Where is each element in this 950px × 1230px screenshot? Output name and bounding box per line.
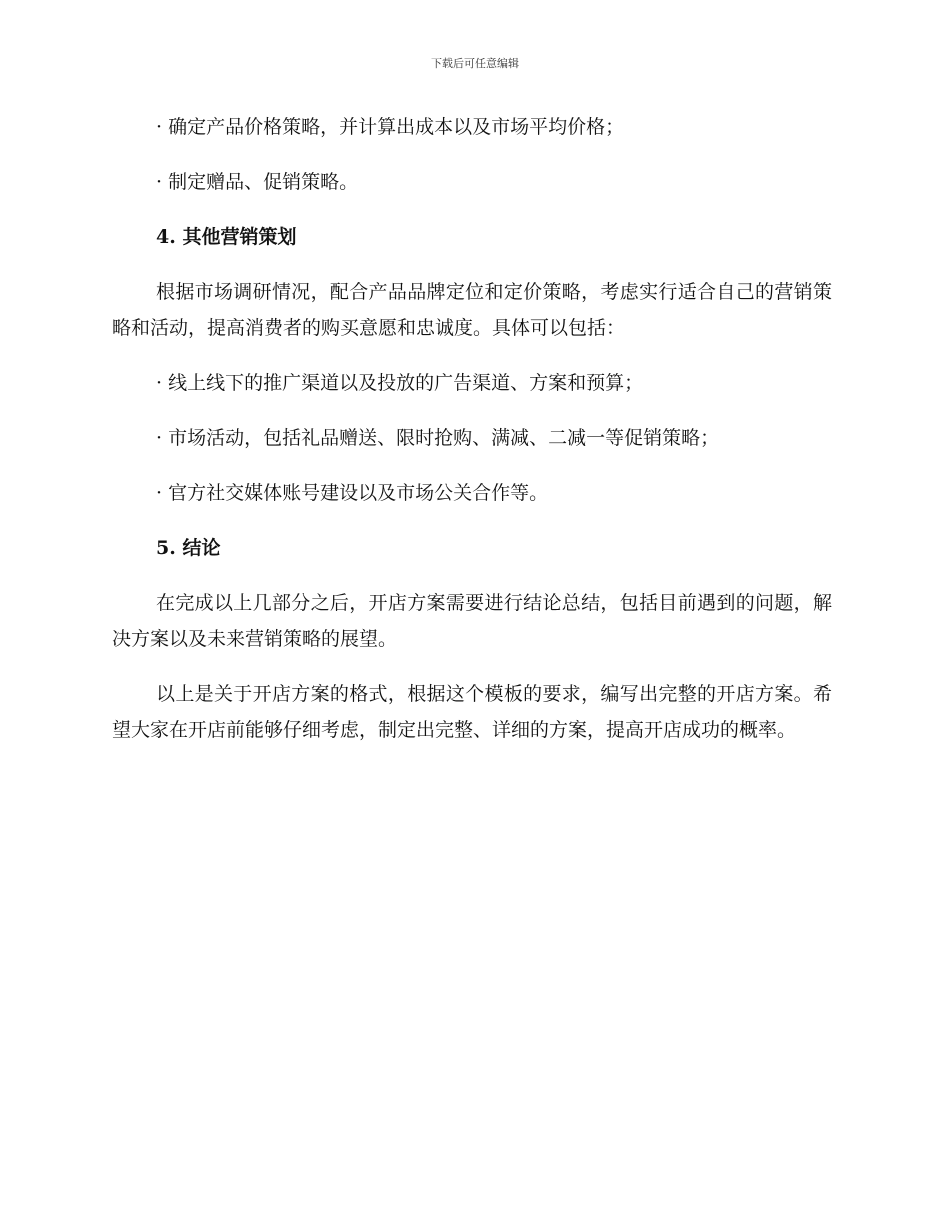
- bullet-gift-promotion: · 制定赠品、促销策略。: [156, 171, 359, 193]
- section-heading-conclusion: 5. 结论: [156, 537, 221, 559]
- header-note: 下载后可任意编辑: [431, 57, 519, 70]
- bullet-price-strategy: · 确定产品价格策略，并计算出成本以及市场平均价格；: [156, 116, 625, 138]
- section-intro-paragraph: 根据市场调研情况，配合产品品牌定位和定价策略，考虑实行适合自己的营销策略和活动，提高消费者的购买意愿和忠诚度。具体可以包括：: [112, 281, 832, 339]
- bullet-market-activities: · 市场活动，包括礼品赠送、限时抢购、满减、二减一等促销策略；: [156, 427, 720, 449]
- section-heading-other-marketing: 4. 其他营销策划: [156, 226, 297, 248]
- bullet-promotion-channels: · 线上线下的推广渠道以及投放的广告渠道、方案和预算；: [156, 372, 644, 394]
- closing-paragraph: 以上是关于开店方案的格式，根据这个模板的要求，编写出完整的开店方案。希望大家在开店前能够仔细考虑，制定出完整、详细的方案，提高开店成功的概率。: [112, 683, 832, 741]
- document-body: [112, 109, 832, 767]
- bullet-social-media: · 官方社交媒体账号建设以及市场公关合作等。: [156, 482, 549, 504]
- conclusion-paragraph: 在完成以上几部分之后，开店方案需要进行结论总结，包括目前遇到的问题，解决方案以及未来营销策略的展望。: [112, 592, 832, 650]
